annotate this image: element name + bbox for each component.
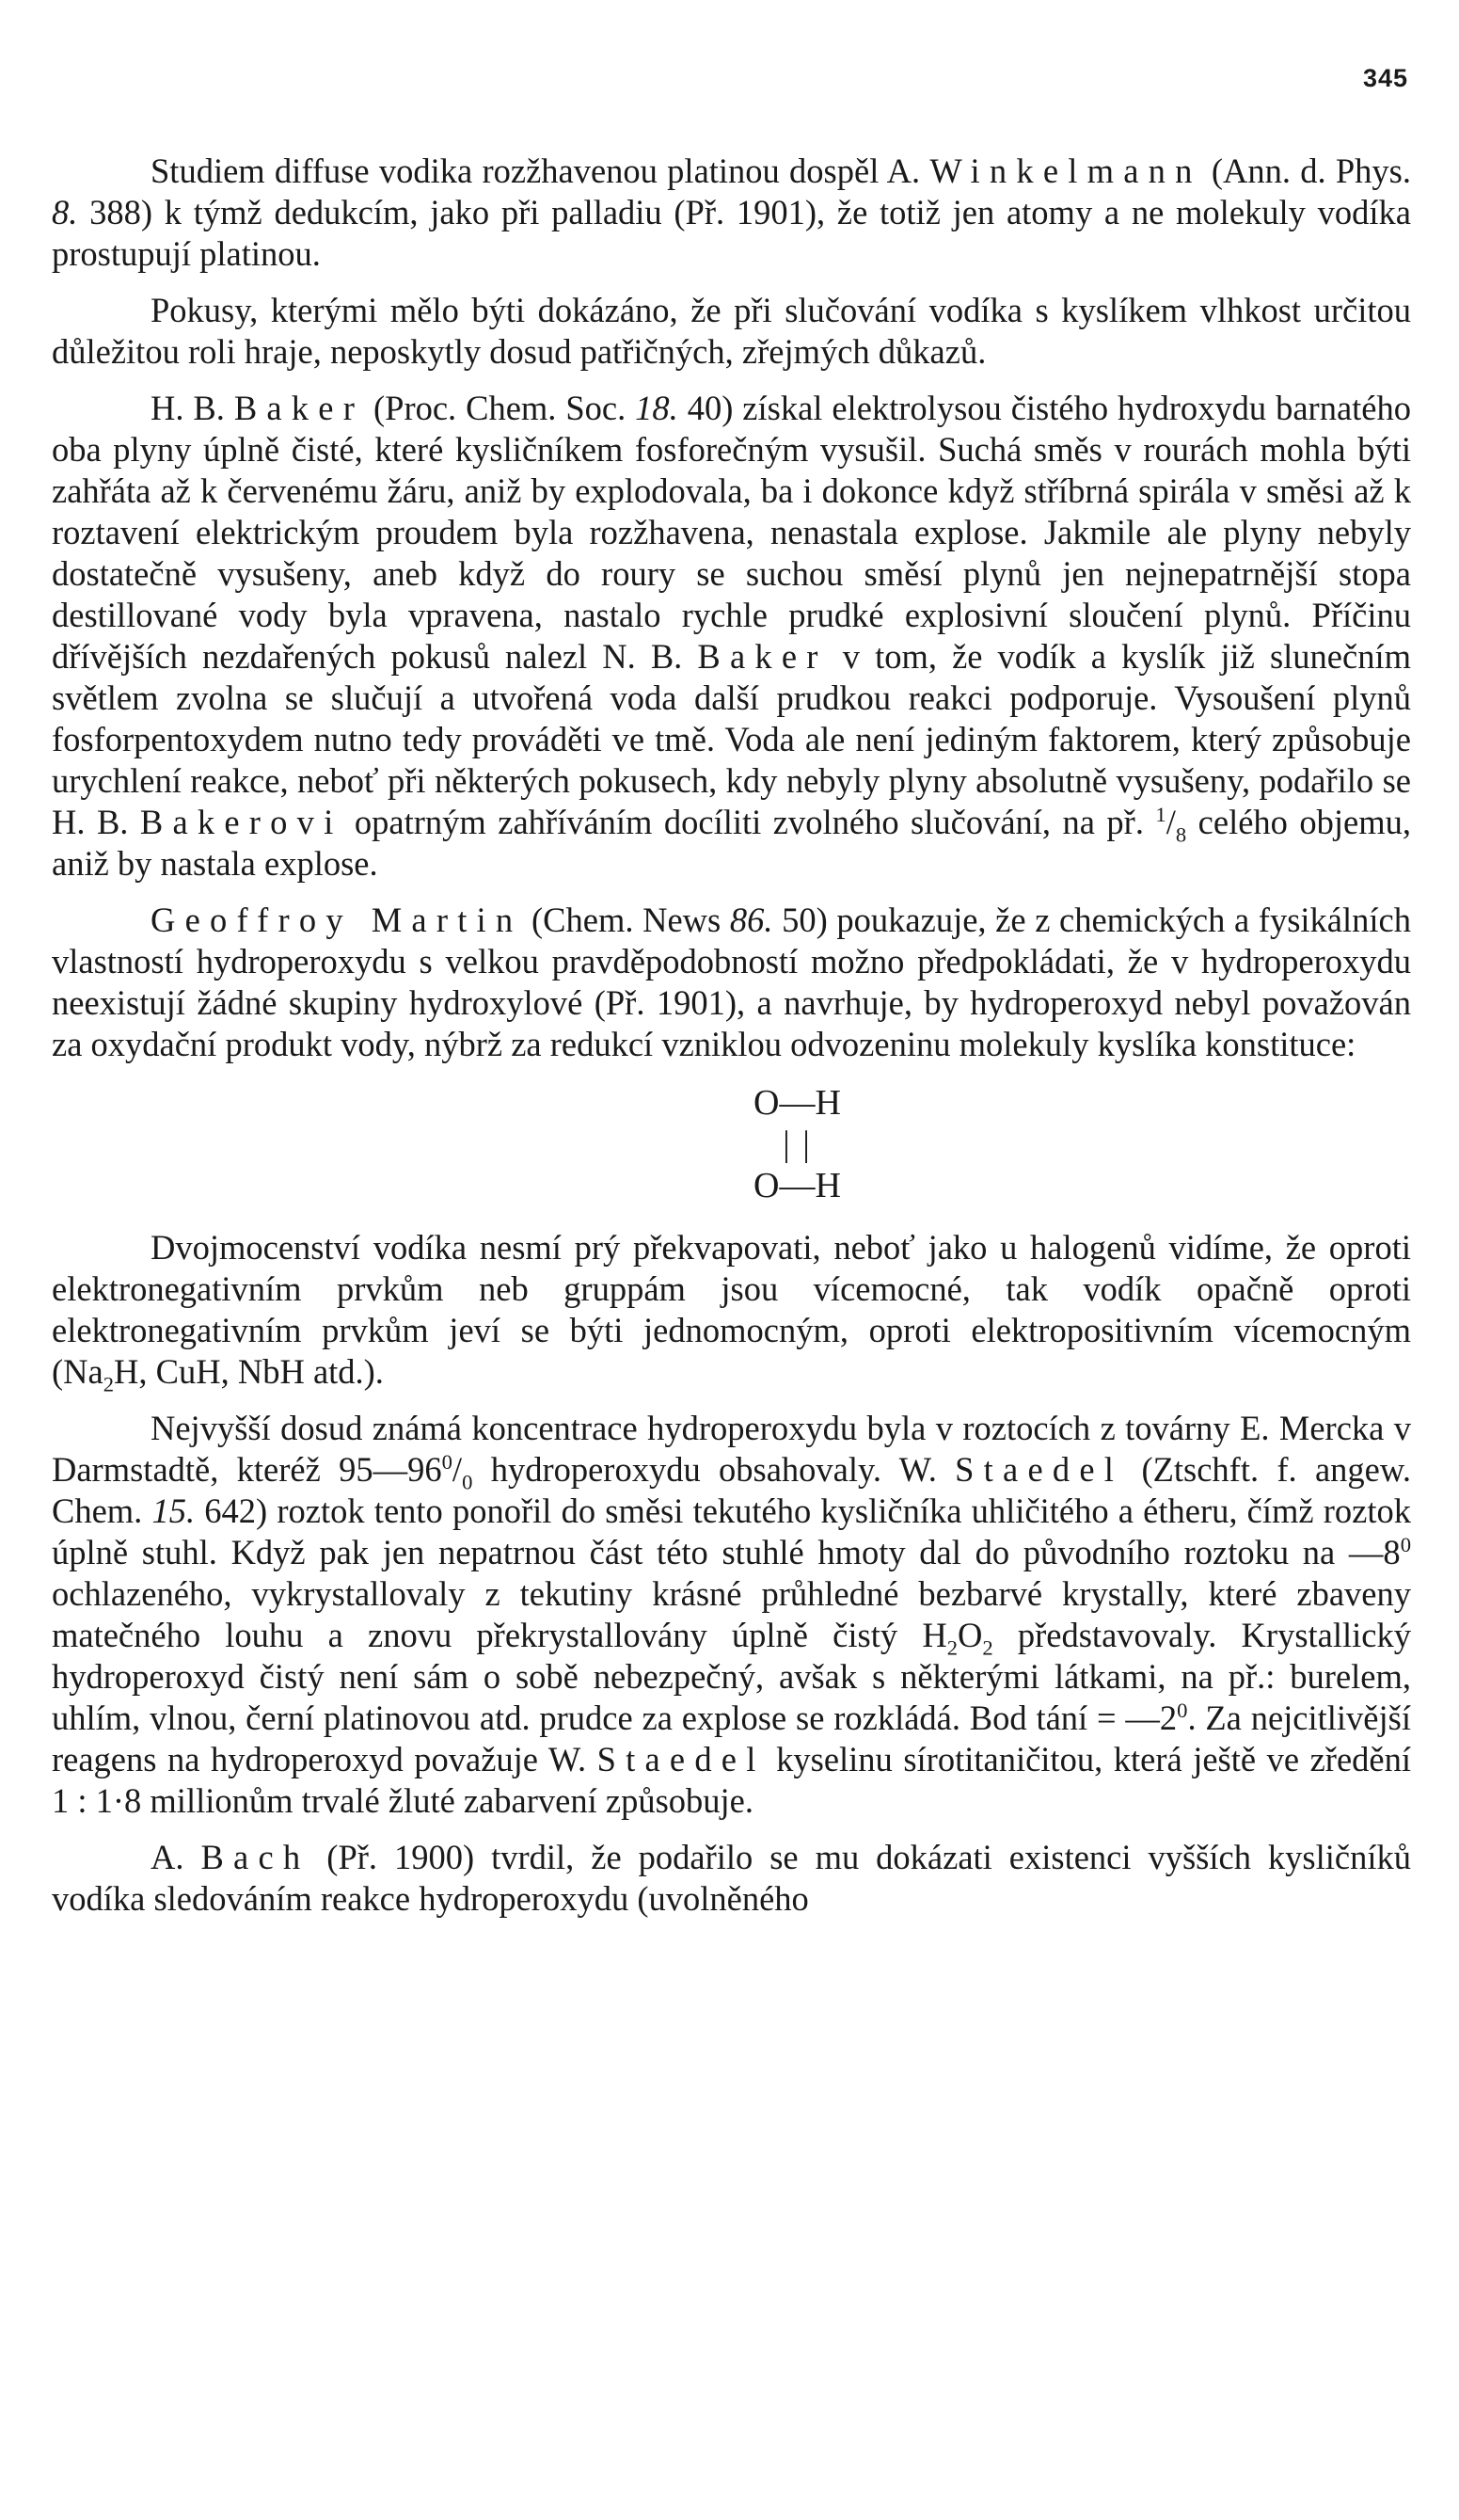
percent-slash: / (452, 1450, 463, 1489)
paragraph-pokusy (52, 290, 1411, 373)
text-run: (Chem. News (522, 901, 730, 939)
text-run: H. B. (151, 389, 234, 427)
text-run: ochlazeného, vykrystallovaly z tekutiny krásné průhledné bezbarvé krystally, které zbaveny matečného louhu a znovu překrystallovány úplně čistý H (52, 1574, 1411, 1654)
text-run: A. (151, 1838, 201, 1876)
text-run: hydroperoxydu obsahovaly. W. (472, 1450, 956, 1489)
text-run: Dvojmocenství vodíka nesmí prý překvapovati, neboť jako u halogenů vidíme, že oproti elektronegativním prvkům neb gruppám jsou vícemocné, tak vodík opačně oproti elektronegativním prvkům jeví se býti jednomocným, oproti elektropositivním vícemocným (Na (52, 1228, 1411, 1391)
text-run: 50) poukazuje, že z chemických a fysikálních vlastností hydroperoxydu s velkou pravděpodobností možno předpokládati, že v hydroperoxydu neexistují žádné skupiny hydroxylové (Př. 1901), a navrhuje, by hydroperoxyd nebyl považován za oxydační produkt vody, nýbrž za redukcí vzniklou odvozeninu molekuly kyslíka konstituce: (52, 901, 1411, 1063)
text-run: (Ztschft. f. angew. Chem. (52, 1450, 1411, 1530)
author-name: Staedel (955, 1450, 1124, 1489)
text-run: celého objemu, aniž by nastala explose. (52, 803, 1411, 883)
author-name: Baker (697, 637, 828, 676)
volume-number: 8. (52, 193, 78, 231)
text-run: 388) k týmž dedukcím, jako při palladiu (Př. 1901), že totiž jen atomy a ne molekuly vodíka prostupují platinou. (52, 193, 1411, 273)
text-run: H, CuH, NbH atd.). (114, 1352, 384, 1391)
fraction-numerator: 1 (1155, 802, 1166, 826)
text-run: Nejvyšší dosud známá koncentrace hydroperoxydu byla v roztocích z továrny E. Mercka v Darmstadtě, kteréž 95—96 (52, 1409, 1411, 1489)
text-run: (Př. 1900) tvrdil, že podařilo se mu dokázati existenci vyšších kysličníků vodíka sledováním reakce hydroperoxydu (uvolněného (52, 1838, 1411, 1918)
text-run: v tom, že vodík a kyslík již slunečním světlem zvolna se slučují a utvořená voda další prudkou reakci podporuje. Vysoušení plynů fosforpentoxydem nutno tedy prováděti ve tmě. Voda ale není jediným faktorem, který způsobuje urychlení reakce, neboť při některých pokusech, kdy nebyly plyny absolutně vysušeny, podařilo se H. B. (52, 637, 1411, 841)
subscript: 2 (946, 1635, 958, 1660)
volume-number: 15. (151, 1491, 196, 1530)
text-run: 40) získal elektrolysou čistého hydroxydu barnatého oba plyny úplně čisté, které kysličníkem fosforečným vysušil. Suchá směs v rourách mohla býti zahřáta až k červenému žáru, aniž by explodovala, ba i dokonce když stříbrná spirála v směsi až k roztavení elektrickým proudem byla rozžhavena, nenastala explose. Jakmile ale plyny nebyly dostatečně vysušeny, aneb když do roury se suchou směsí plynů jen nejnepatrnější stopa destillované vody byla vpravena, nastalo rychle prudké explosivní sloučení plynů. Příčinu dřívějších nezdařených pokusů nalezl N. B. (52, 389, 1411, 676)
degree-sup: 0 (1400, 1532, 1411, 1556)
text-run: Pokusy, kterými mělo býti dokázáno, že při slučování vodíka s kyslíkem vlhkost určitou důležitou roli hraje, neposkytly dosud patřičných, zřejmých důkazů. (52, 291, 1411, 371)
text-run: (Ann. d. Phys. (1201, 152, 1411, 190)
formula-top-row: O—H (753, 1083, 841, 1123)
subscript: 2 (103, 1372, 115, 1396)
text-run: (Proc. Chem. Soc. (364, 389, 636, 427)
author-name: Staedel (596, 1740, 766, 1778)
author-name: Bakerovi (139, 803, 343, 841)
fraction-denominator: 8 (1175, 822, 1187, 847)
author-name: Geoffroy Martin (151, 901, 523, 939)
degree-sup: 0 (1177, 1698, 1188, 1722)
author-name: Bach (200, 1838, 310, 1876)
paragraph-staedel (52, 1408, 1411, 1822)
text-run: . Za nejcitlivější reagens na hydroperoxyd považuje W. (52, 1699, 1411, 1778)
percent-sub: 0 (462, 1470, 473, 1494)
structural-formula (52, 1082, 1411, 1206)
text-run: 642) roztok tento ponořil do směsi tekutého kysličníka uhličitého a étheru, čímž roztok úplně stuhl. Když pak jen nepatrnou část této stuhlé hmoty dal do původního roztoku na —8 (52, 1491, 1412, 1571)
text-run: Studiem diffuse vodika rozžhavenou platinou dospěl A. (151, 152, 930, 190)
text-run: O (958, 1616, 983, 1654)
formula-bottom-row: O—H (753, 1166, 841, 1205)
volume-number: 18. (635, 389, 678, 427)
body-text (52, 151, 1411, 1935)
paragraph-bach (52, 1837, 1411, 1920)
paragraph-dvojmocenstvi (52, 1227, 1411, 1396)
percent-sup: 0 (441, 1449, 452, 1474)
paragraph-baker: H. B. Baker (Proc. Chem. Soc. 18. 40) získal elektrolysou čistého hydroxydu barnatého oba plyny úplně čisté, které kysličníkem fosforečným vysušil. Suchá směs v rourách mohla býti zahřáta až k červenému žáru, aniž by explodovala, ba i dokonce když stříbrná spirála v směsi až k roztavení elektrickým proudem byla rozžhavena, nenastala explose. Jakmile ale plyny nebyly dostatečně vysušeny, aneb když do roury se suchou směsí plynů jen nejnepatrnější stopa destillované vody byla vpravena, nastalo rychle prudké explosivní sloučení plynů. Příčinu dřívějších nezdařených pokusů nalezl N. B. Baker v tom, že vodík a kyslík již slunečním světlem zvolna se slučují a utvořená voda další prudkou reakci podporuje. Vysoušení plynů fosforpentoxydem nutno tedy prováděti ve tmě. Voda ale není jediným faktorem, který způsobuje urychlení reakce, neboť při některých pokusech, kdy nebyly plyny absolutně vysušeny, podařilo se H. B. Bakerovi opatrným zahříváním docíliti zvolného slučování, na př. $^1/_8$ celého objemu, aniž by nastala explose. (52, 389, 1411, 883)
page-number: 345 (1362, 64, 1408, 92)
paragraph-martin (52, 900, 1411, 1065)
formula-bonds-row: | | (783, 1124, 812, 1164)
author-name: Baker (233, 389, 365, 427)
paragraph-winkelmann (52, 151, 1411, 275)
text-run: kyselinu sírotitaničitou, která ještě ve zředění 1 : 1·8 millionům trvalé žluté zabarvení způsobuje. (52, 1740, 1411, 1820)
text-run: představovaly. Krystallický hydroperoxyd čistý není sám o sobě nebezpečný, avšak s některými látkami, na př.: burelem, uhlím, vlnou, černí platinovou atd. prudce za explose se rozkládá. Bod tání = —2 (52, 1616, 1411, 1737)
author-name: Winkelmann (929, 152, 1202, 190)
subscript: 2 (982, 1635, 993, 1660)
volume-number: 86. (729, 901, 773, 939)
text-run: opatrným zahříváním docíliti zvolného slučování, na př. (342, 803, 1156, 841)
